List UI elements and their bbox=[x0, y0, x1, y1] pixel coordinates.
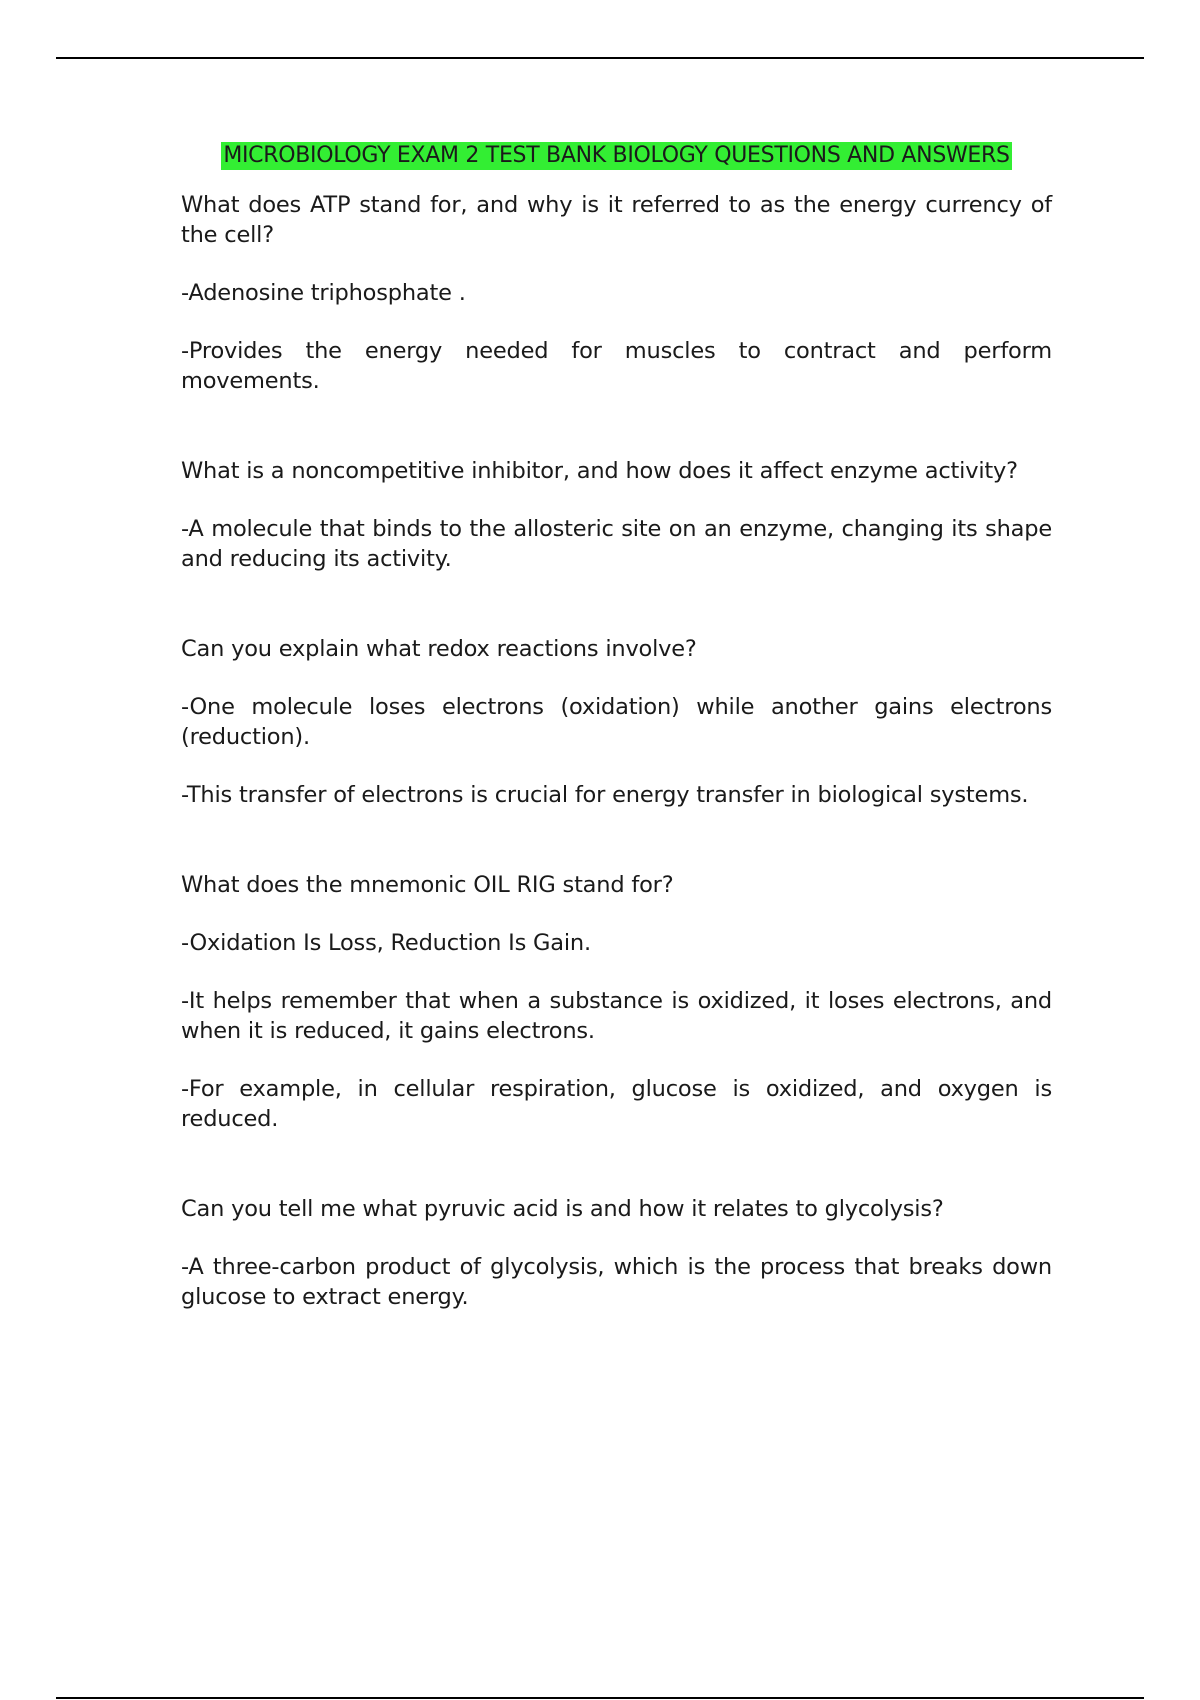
document-title: MICROBIOLOGY EXAM 2 TEST BANK BIOLOGY QUESTIONS AND ANSWERS bbox=[223, 143, 1010, 168]
title-wrap bbox=[181, 142, 1052, 170]
answer: -A molecule that binds to the allosteric site on an enzyme, changing its shape and reducing its activity. bbox=[181, 516, 1052, 572]
qa-block bbox=[181, 1194, 1052, 1312]
top-rule bbox=[56, 57, 1144, 59]
question: What does ATP stand for, and why is it referred to as the energy currency of the cell? bbox=[181, 192, 1052, 248]
answer: -For example, in cellular respiration, glucose is oxidized, and oxygen is reduced. bbox=[181, 1076, 1052, 1132]
answer: -A three-carbon product of glycolysis, which is the process that breaks down glucose to extract energy. bbox=[181, 1254, 1052, 1310]
qa-block bbox=[181, 190, 1052, 396]
qa-block bbox=[181, 870, 1052, 1134]
bottom-rule bbox=[56, 1697, 1144, 1699]
answer: -One molecule loses electrons (oxidation) while another gains electrons (reduction). bbox=[181, 694, 1052, 750]
qa-block bbox=[181, 634, 1052, 810]
answer: -This transfer of electrons is crucial for energy transfer in biological systems. bbox=[181, 782, 1029, 808]
question: What is a noncompetitive inhibitor, and how does it affect enzyme activity? bbox=[181, 458, 1018, 484]
answer: -Adenosine triphosphate . bbox=[181, 280, 466, 306]
question: Can you tell me what pyruvic acid is and how it relates to glycolysis? bbox=[181, 1196, 944, 1222]
qa-block bbox=[181, 456, 1052, 574]
question: What does the mnemonic OIL RIG stand for? bbox=[181, 872, 674, 898]
answer: -It helps remember that when a substance is oxidized, it loses electrons, and when it is reduced, it gains electrons. bbox=[181, 988, 1052, 1044]
answer: -Oxidation Is Loss, Reduction Is Gain. bbox=[181, 930, 591, 956]
answer: -Provides the energy needed for muscles to contract and perform movements. bbox=[181, 338, 1052, 394]
document-body bbox=[181, 142, 1052, 1372]
question: Can you explain what redox reactions involve? bbox=[181, 636, 697, 662]
